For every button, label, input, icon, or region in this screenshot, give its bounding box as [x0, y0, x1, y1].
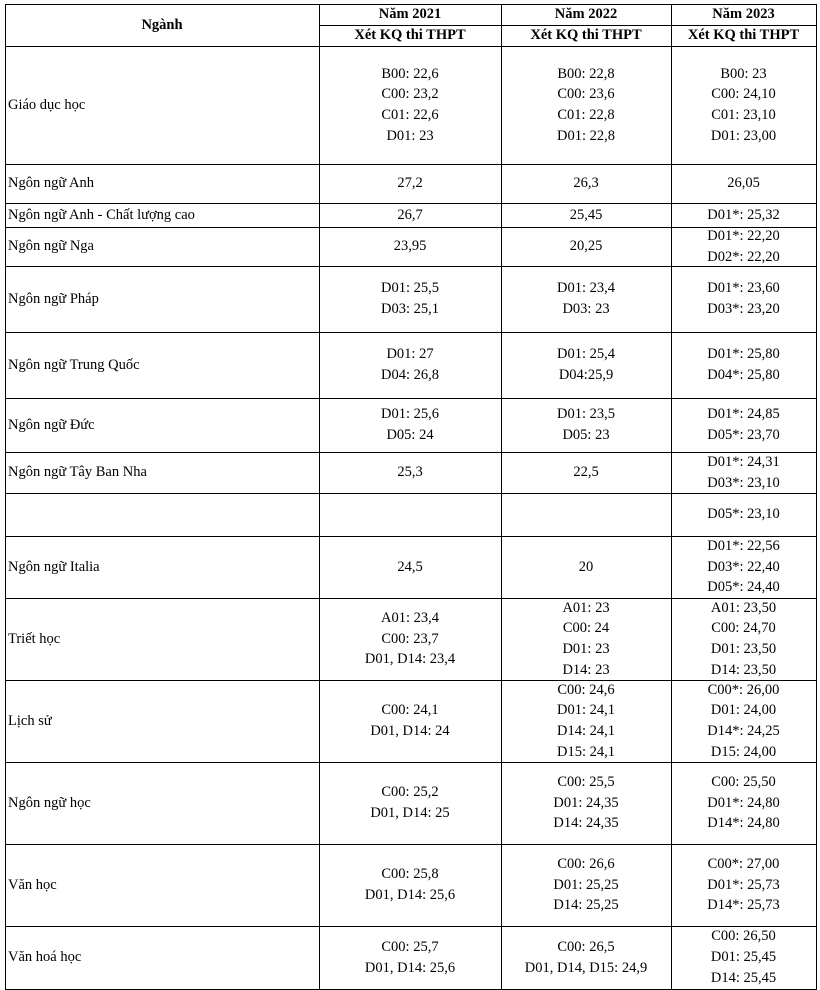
major-name: Ngôn ngữ Nga	[8, 238, 94, 255]
score-cell	[501, 762, 671, 844]
score-line: D01: 25,6	[381, 406, 439, 423]
score-line: D01, D14: 25,6	[364, 959, 456, 976]
score-line: D01*: 22,56	[707, 537, 780, 554]
header-method-2022	[501, 25, 671, 46]
score-line: C00: 26,50	[711, 928, 776, 945]
header-major	[5, 4, 319, 46]
score-line: D03: 25,1	[381, 301, 439, 317]
score-line: B00: 22,6	[381, 65, 439, 82]
header-method-2021	[319, 25, 501, 46]
score-line: D05*: 24,40	[707, 579, 780, 596]
score-cell	[319, 266, 501, 332]
score-line: C00: 26,5	[557, 938, 615, 955]
score-line: D01: 22,8	[557, 127, 615, 144]
score-line: D15: 24,1	[557, 743, 615, 760]
score-line: A01: 23,50	[710, 599, 777, 616]
score-cell	[319, 493, 501, 536]
major-cell	[5, 203, 319, 227]
score-cell	[501, 493, 671, 536]
score-line: D01: 24,35	[553, 794, 619, 811]
score-line: D01: 23	[386, 127, 434, 144]
major-cell	[5, 536, 319, 598]
score-cell	[671, 46, 816, 164]
score-line: D15: 24,00	[710, 743, 777, 760]
score-cell	[671, 762, 816, 844]
score-line: A01: 23,4	[381, 609, 439, 626]
score-line: 22,5	[573, 464, 599, 481]
score-line: D14*: 24,25	[707, 723, 780, 739]
score-cell	[319, 203, 501, 227]
score-cell	[319, 926, 501, 989]
score-line: D05: 24	[386, 427, 434, 443]
major-cell	[5, 926, 319, 989]
major-cell	[5, 332, 319, 398]
header-year-2021	[319, 4, 501, 25]
major-cell	[5, 844, 319, 926]
score-line: 26,7	[397, 206, 423, 223]
score-cell	[501, 46, 671, 164]
score-line: D01: 25,4	[557, 346, 615, 363]
score-line: D01: 23,4	[557, 280, 615, 297]
score-line: D02*: 22,20	[707, 248, 780, 265]
score-line: C00: 24	[562, 620, 610, 637]
major-name: Văn học	[8, 876, 57, 893]
major-name: Ngôn ngữ học	[8, 794, 91, 811]
score-cell	[671, 844, 816, 926]
score-cell	[501, 536, 671, 598]
score-cell	[671, 266, 816, 332]
score-line: C00: 25,2	[381, 784, 439, 801]
score-line: D03*: 23,10	[707, 474, 780, 491]
score-line: D01: 25,5	[381, 280, 439, 297]
score-cell	[319, 680, 501, 762]
score-line: D04: 26,8	[381, 367, 439, 383]
major-name: Ngôn ngữ Tây Ban Nha	[8, 464, 147, 481]
score-cell	[671, 452, 816, 493]
score-line: C00: 23,7	[381, 630, 439, 647]
major-cell	[5, 46, 319, 164]
score-line: D01: 27	[386, 346, 434, 363]
score-line: D04:25,9	[558, 367, 614, 383]
score-line: D01*: 25,73	[707, 876, 780, 893]
score-line: 25,3	[397, 464, 423, 481]
header-method-label: Xét KQ thi THPT	[354, 27, 466, 44]
score-cell	[671, 398, 816, 452]
score-cell	[319, 536, 501, 598]
score-cell	[319, 398, 501, 452]
score-line: C00: 25,5	[557, 773, 615, 790]
score-line: D14*: 24,80	[707, 815, 780, 832]
score-cell	[319, 46, 501, 164]
score-line: C00: 23,2	[381, 86, 439, 103]
major-cell	[5, 398, 319, 452]
score-line: D14: 25,25	[553, 897, 619, 914]
score-cell	[501, 452, 671, 493]
score-cell	[319, 762, 501, 844]
major-name: Ngôn ngữ Italia	[8, 558, 100, 575]
score-cell	[501, 680, 671, 762]
score-line: D01: 23,5	[557, 406, 615, 423]
score-cell	[671, 203, 816, 227]
grid-line	[816, 4, 817, 990]
score-cell	[501, 844, 671, 926]
major-name: Triết học	[8, 630, 61, 647]
header-year-2023-label: Năm 2023	[712, 6, 775, 23]
major-cell	[5, 452, 319, 493]
score-line: D05: 23	[562, 427, 610, 443]
score-line: D01: 25,25	[553, 876, 619, 893]
score-line: D01*: 22,20	[707, 227, 780, 244]
score-line: D04*: 25,80	[707, 367, 780, 383]
score-line: 23,95	[393, 238, 427, 255]
score-cell	[319, 164, 501, 203]
score-line: C00: 24,10	[711, 86, 776, 103]
header-method-2023	[671, 25, 816, 46]
header-method-label: Xét KQ thi THPT	[530, 27, 642, 44]
score-line: D01: 24,00	[710, 702, 777, 719]
major-name: Văn hoá học	[8, 949, 82, 966]
score-cell	[319, 332, 501, 398]
score-cell	[501, 227, 671, 266]
score-line: D01: 24,1	[557, 702, 615, 719]
score-line: D01: 25,45	[710, 949, 777, 966]
score-line: C00: 24,6	[557, 681, 615, 698]
major-name: Ngôn ngữ Anh - Chất lượng cao	[8, 206, 195, 223]
score-line: D14: 23	[562, 661, 610, 678]
major-name: Ngôn ngữ Trung Quốc	[8, 356, 140, 373]
score-cell	[671, 680, 816, 762]
major-cell	[5, 680, 319, 762]
score-line: D14*: 25,73	[707, 897, 780, 914]
score-cell	[671, 332, 816, 398]
score-cell	[501, 398, 671, 452]
score-line: 20,25	[569, 238, 603, 255]
score-cell	[319, 227, 501, 266]
score-cell	[501, 332, 671, 398]
score-cell	[319, 844, 501, 926]
score-line: A01: 23	[562, 599, 610, 616]
major-cell	[5, 598, 319, 680]
header-year-2022	[501, 4, 671, 25]
score-line: C01: 22,8	[557, 107, 615, 123]
header-year-2021-label: Năm 2021	[378, 6, 442, 23]
score-line: 26,3	[573, 175, 599, 192]
score-line: C00: 24,70	[711, 620, 776, 637]
major-cell	[5, 762, 319, 844]
score-line: D01, D14: 23,4	[364, 651, 456, 668]
score-line: D01: 23,00	[710, 127, 777, 144]
score-line: D01, D14: 25,6	[364, 887, 456, 903]
score-line: 20	[578, 558, 594, 575]
major-name: Lịch sử	[8, 712, 52, 729]
score-cell	[671, 493, 816, 536]
score-line: C00: 26,6	[557, 855, 615, 872]
score-line: D01*: 24,80	[707, 794, 780, 811]
score-line: 27,2	[397, 175, 423, 192]
header-major-label: Ngành	[141, 16, 183, 33]
score-line: C00*: 27,00	[707, 855, 780, 872]
major-cell	[5, 164, 319, 203]
score-line: D05*: 23,70	[707, 427, 780, 443]
score-line: D03*: 23,20	[707, 301, 780, 317]
score-line: D01, D14: 25	[370, 805, 450, 821]
score-line: 25,45	[569, 206, 603, 223]
major-cell	[5, 266, 319, 332]
score-line: D03: 23	[562, 301, 610, 317]
score-line: D01*: 25,32	[707, 206, 780, 223]
score-cell	[319, 452, 501, 493]
major-cell	[5, 227, 319, 266]
major-name: Giáo dục học	[8, 96, 86, 113]
score-cell	[671, 227, 816, 266]
score-cell	[501, 164, 671, 203]
score-line: C01: 23,10	[711, 107, 776, 123]
score-line: C00: 23,6	[557, 86, 615, 103]
score-line: B00: 23	[720, 65, 767, 82]
score-line: 24,5	[397, 558, 423, 575]
score-cell	[501, 203, 671, 227]
score-line: C00: 25,8	[381, 866, 439, 883]
score-cell	[501, 926, 671, 989]
score-line: D01*: 24,31	[707, 453, 780, 470]
score-line: D14: 24,35	[553, 815, 619, 832]
score-cell	[319, 598, 501, 680]
score-line: D01, D14: 24	[370, 723, 450, 739]
header-year-2022-label: Năm 2022	[554, 6, 618, 23]
score-line: B00: 22,8	[557, 65, 615, 82]
major-name: Ngôn ngữ Pháp	[8, 290, 99, 307]
header-year-2023	[671, 4, 816, 25]
score-cell	[671, 926, 816, 989]
major-cell	[5, 493, 319, 536]
score-line: D01: 23,50	[710, 641, 777, 657]
score-line: C00: 25,50	[711, 773, 776, 790]
score-cell	[671, 164, 816, 203]
score-line: C00*: 26,00	[707, 681, 780, 698]
score-cell	[671, 598, 816, 680]
score-line: D01, D14, D15: 24,9	[524, 959, 648, 976]
score-cell	[501, 266, 671, 332]
score-cell	[501, 598, 671, 680]
major-name: Ngôn ngữ Anh	[8, 175, 95, 192]
score-line: C00: 24,1	[381, 702, 439, 719]
header-method-label: Xét KQ thi THPT	[687, 27, 800, 44]
score-line: D14: 25,45	[710, 969, 777, 986]
score-line: C00: 25,7	[381, 938, 439, 955]
score-line: D01*: 23,60	[707, 280, 780, 297]
score-line: D01: 23	[562, 641, 610, 657]
score-cell	[671, 536, 816, 598]
score-line: D03*: 22,40	[707, 558, 780, 575]
score-line: D05*: 23,10	[707, 506, 780, 523]
major-name: Ngôn ngữ Đức	[8, 416, 95, 433]
score-line: D01*: 25,80	[707, 346, 780, 363]
score-line: D01*: 24,85	[707, 406, 780, 423]
score-line: C01: 22,6	[381, 107, 439, 123]
score-line: D14: 24,1	[557, 723, 615, 739]
score-line: 26,05	[727, 175, 760, 192]
score-line: D14: 23,50	[710, 661, 777, 678]
